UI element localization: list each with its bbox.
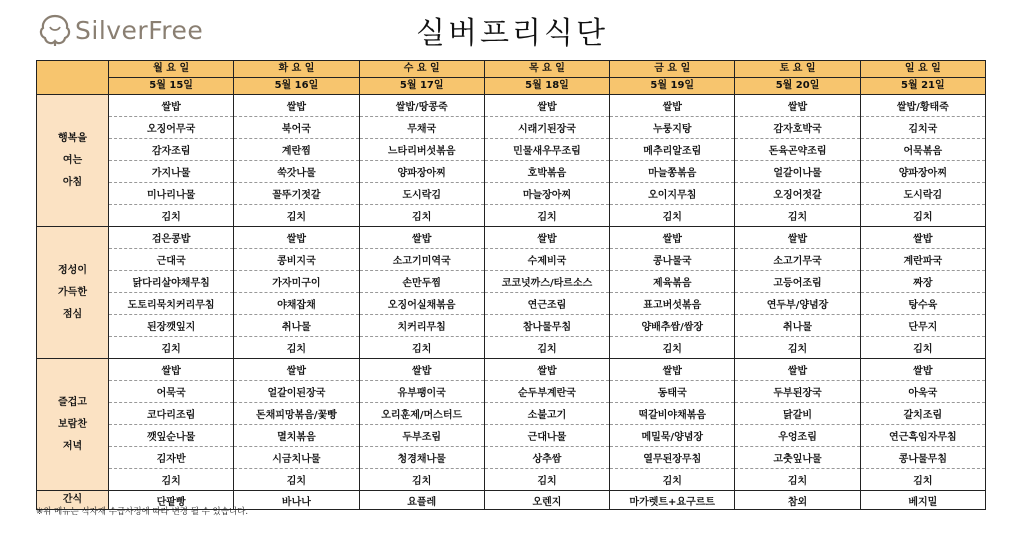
table-row: [37, 227, 986, 249]
menu-cell: 쌀밥: [359, 227, 484, 249]
menu-cell: 김치: [610, 337, 735, 359]
menu-cell: 쌀밥: [484, 359, 609, 381]
menu-cell: 계란찜: [234, 139, 359, 161]
menu-cell: 쑥갓나물: [234, 161, 359, 183]
menu-cell: 닭다리살야채무침: [109, 271, 234, 293]
menu-cell: 순두부계란국: [484, 381, 609, 403]
menu-cell: 양배추쌈/쌈장: [610, 315, 735, 337]
menu-cell: 제육볶음: [610, 271, 735, 293]
snack-cell: 요플레: [359, 491, 484, 510]
menu-cell: 쌀밥/황태죽: [860, 95, 985, 117]
menu-cell: 얼갈이나물: [735, 161, 860, 183]
day-date: 5월 19일: [610, 78, 735, 95]
menu-cell: 동태국: [610, 381, 735, 403]
table-row: [37, 95, 986, 117]
menu-cell: 쌀밥: [610, 227, 735, 249]
menu-cell: 오리훈제/머스터드: [359, 403, 484, 425]
menu-cell: 코다리조림: [109, 403, 234, 425]
menu-cell: 연근흑임자무침: [860, 425, 985, 447]
menu-cell: 쌀밥: [735, 95, 860, 117]
menu-cell: 쌀밥: [610, 95, 735, 117]
brand-name: SilverFree: [75, 15, 204, 45]
menu-cell: 두부된장국: [735, 381, 860, 403]
menu-cell: 짜장: [860, 271, 985, 293]
menu-cell: 북어국: [234, 117, 359, 139]
header-row-days: [37, 61, 986, 78]
menu-cell: 가자미구이: [234, 271, 359, 293]
meal-label-line: 저녁: [62, 440, 83, 452]
menu-cell: 돈채피망볶음/꽃빵: [234, 403, 359, 425]
footnote: ※위 메뉴는 식자재 수급사정에 따라 변경 될 수 있습니다.: [36, 507, 249, 517]
table-row: [37, 249, 986, 271]
menu-cell: 두부조림: [359, 425, 484, 447]
menu-cell: 쌀밥/땅콩죽: [359, 95, 484, 117]
menu-cell: 감자조림: [109, 139, 234, 161]
menu-cell: 참나물무침: [484, 315, 609, 337]
meal-label: [37, 227, 109, 359]
meal-label-line: 행복을: [58, 132, 87, 144]
menu-cell: 김치: [735, 337, 860, 359]
menu-cell: 우엉조림: [735, 425, 860, 447]
menu-cell: 쌀밥: [234, 95, 359, 117]
snack-cell: 베지밀: [860, 491, 985, 510]
table-row: [37, 183, 986, 205]
menu-cell: 쌀밥: [109, 95, 234, 117]
menu-cell: 쌀밥: [359, 359, 484, 381]
day-name: 수 요 일: [359, 61, 484, 78]
menu-cell: 김치국: [860, 117, 985, 139]
menu-cell: 김치: [484, 337, 609, 359]
snack-cell: 마가렛트+요구르트: [610, 491, 735, 510]
menu-cell: 김치: [109, 337, 234, 359]
menu-cell: 청경채나물: [359, 447, 484, 469]
meal-label: [37, 95, 109, 227]
menu-cell: 콩비지국: [234, 249, 359, 271]
day-name: 토 요 일: [735, 61, 860, 78]
menu-cell: 쌀밥: [234, 227, 359, 249]
menu-cell: 돈육곤약조림: [735, 139, 860, 161]
meal-label-line: 점심: [62, 308, 83, 320]
menu-cell: 오징어무국: [109, 117, 234, 139]
menu-cell: 어묵국: [109, 381, 234, 403]
weekly-menu-table: [36, 60, 986, 510]
day-date: 5월 17일: [359, 78, 484, 95]
menu-cell: 깻잎순나물: [109, 425, 234, 447]
menu-cell: 김치: [109, 205, 234, 227]
menu-cell: 도시락김: [860, 183, 985, 205]
menu-cell: 메추리알조림: [610, 139, 735, 161]
menu-cell: 김치: [484, 469, 609, 491]
menu-cell: 갈치조림: [860, 403, 985, 425]
table-row: [37, 337, 986, 359]
meal-label-line: 아침: [62, 176, 83, 188]
menu-cell: 근대나물: [484, 425, 609, 447]
header-row-dates: [37, 78, 986, 95]
menu-cell: 김치: [735, 469, 860, 491]
menu-cell: 연근조림: [484, 293, 609, 315]
menu-cell: 된장깻잎지: [109, 315, 234, 337]
menu-cell: 손만두찜: [359, 271, 484, 293]
menu-cell: 소고기미역국: [359, 249, 484, 271]
menu-cell: 메밀묵/양념장: [610, 425, 735, 447]
day-name: 월 요 일: [109, 61, 234, 78]
menu-cell: 쌀밥: [484, 95, 609, 117]
menu-cell: 치커리무침: [359, 315, 484, 337]
menu-cell: 단무지: [860, 315, 985, 337]
menu-cell: 떡갈비야채볶음: [610, 403, 735, 425]
menu-cell: 김치: [735, 205, 860, 227]
menu-cell: 꼴뚜기젓갈: [234, 183, 359, 205]
menu-cell: 도토리묵치커리무침: [109, 293, 234, 315]
snack-cell: 오렌지: [484, 491, 609, 510]
snack-cell: 참외: [735, 491, 860, 510]
snack-cell: 바나나: [234, 491, 359, 510]
table-row: [37, 469, 986, 491]
day-date: 5월 20일: [735, 78, 860, 95]
menu-cell: 김치: [359, 205, 484, 227]
meal-label-line: 정성이: [58, 264, 87, 276]
table-row: [37, 161, 986, 183]
menu-cell: 쌀밥: [735, 227, 860, 249]
menu-cell: 유부팽이국: [359, 381, 484, 403]
menu-cell: 누룽지탕: [610, 117, 735, 139]
table-row: [37, 403, 986, 425]
day-name: 금 요 일: [610, 61, 735, 78]
menu-cell: 김치: [610, 205, 735, 227]
menu-cell: 코코넛까스/타르소스: [484, 271, 609, 293]
day-date: 5월 16일: [234, 78, 359, 95]
menu-cell: 쌀밥: [484, 227, 609, 249]
menu-cell: 양파장아찌: [860, 161, 985, 183]
menu-cell: 닭갈비: [735, 403, 860, 425]
menu-cell: 김치: [610, 469, 735, 491]
meal-label-line: 가득한: [58, 286, 87, 298]
table-row: [37, 205, 986, 227]
menu-cell: 시금치나물: [234, 447, 359, 469]
meal-label-line: 여는: [62, 154, 83, 166]
table-row: [37, 381, 986, 403]
menu-cell: 아욱국: [860, 381, 985, 403]
menu-cell: 쌀밥: [234, 359, 359, 381]
menu-cell: 연두부/양념장: [735, 293, 860, 315]
menu-cell: 멸치볶음: [234, 425, 359, 447]
meal-label-line: 즐겁고: [58, 396, 87, 408]
menu-cell: 김치: [234, 205, 359, 227]
menu-cell: 상추쌈: [484, 447, 609, 469]
menu-cell: 무채국: [359, 117, 484, 139]
menu-cell: 김치: [359, 469, 484, 491]
menu-cell: 김자반: [109, 447, 234, 469]
day-date: 5월 21일: [860, 78, 985, 95]
menu-cell: 김치: [109, 469, 234, 491]
menu-cell: 열무된장무침: [610, 447, 735, 469]
meal-label: [37, 359, 109, 491]
header-corner: [37, 61, 109, 95]
menu-cell: 느타리버섯볶음: [359, 139, 484, 161]
table-row: [37, 293, 986, 315]
day-name: 일 요 일: [860, 61, 985, 78]
menu-cell: 호박볶음: [484, 161, 609, 183]
menu-cell: 야채잡채: [234, 293, 359, 315]
table-row: [37, 425, 986, 447]
menu-cell: 김치: [234, 337, 359, 359]
menu-cell: 탕수육: [860, 293, 985, 315]
menu-cell: 쌀밥: [860, 227, 985, 249]
menu-cell: 표고버섯볶음: [610, 293, 735, 315]
menu-cell: 시래기된장국: [484, 117, 609, 139]
menu-cell: 콩나물무침: [860, 447, 985, 469]
menu-cell: 검은콩밥: [109, 227, 234, 249]
menu-cell: 고등어조림: [735, 271, 860, 293]
day-name: 목 요 일: [484, 61, 609, 78]
menu-cell: 양파장아찌: [359, 161, 484, 183]
day-date: 5월 18일: [484, 78, 609, 95]
menu-cell: 소고기무국: [735, 249, 860, 271]
table-row: [37, 271, 986, 293]
snack-cell: 단팥빵: [109, 491, 234, 510]
day-date: 5월 15일: [109, 78, 234, 95]
table-row: [37, 117, 986, 139]
menu-cell: 김치: [234, 469, 359, 491]
snack-label: 간식: [37, 491, 109, 510]
menu-cell: 소불고기: [484, 403, 609, 425]
menu-cell: 취나물: [234, 315, 359, 337]
menu-cell: 쌀밥: [860, 359, 985, 381]
menu-cell: 수제비국: [484, 249, 609, 271]
menu-cell: 김치: [860, 469, 985, 491]
menu-cell: 오이지무침: [610, 183, 735, 205]
menu-cell: 계란파국: [860, 249, 985, 271]
menu-cell: 김치: [860, 337, 985, 359]
menu-cell: 오징어젓갈: [735, 183, 860, 205]
menu-cell: 어묵볶음: [860, 139, 985, 161]
menu-cell: 콩나물국: [610, 249, 735, 271]
table-row: [37, 315, 986, 337]
menu-cell: 쌀밥: [735, 359, 860, 381]
menu-cell: 도시락김: [359, 183, 484, 205]
day-name: 화 요 일: [234, 61, 359, 78]
menu-cell: 김치: [359, 337, 484, 359]
menu-cell: 마늘쫑볶음: [610, 161, 735, 183]
menu-cell: 쌀밥: [109, 359, 234, 381]
menu-cell: 마늘장아찌: [484, 183, 609, 205]
table-row: [37, 447, 986, 469]
meal-label-line: 보람찬: [58, 418, 87, 430]
menu-cell: 오징어실채볶음: [359, 293, 484, 315]
menu-cell: 얼갈이된장국: [234, 381, 359, 403]
menu-cell: 미나리나물: [109, 183, 234, 205]
menu-cell: 취나물: [735, 315, 860, 337]
menu-cell: 근대국: [109, 249, 234, 271]
menu-cell: 쌀밥: [610, 359, 735, 381]
menu-cell: 김치: [860, 205, 985, 227]
table-row: [37, 139, 986, 161]
menu-cell: 김치: [484, 205, 609, 227]
menu-cell: 가지나물: [109, 161, 234, 183]
menu-cell: 민물새우무조림: [484, 139, 609, 161]
page-title: 실버프리식단: [416, 16, 608, 51]
menu-cell: 감자호박국: [735, 117, 860, 139]
menu-cell: 고춧잎나물: [735, 447, 860, 469]
table-row: [37, 359, 986, 381]
